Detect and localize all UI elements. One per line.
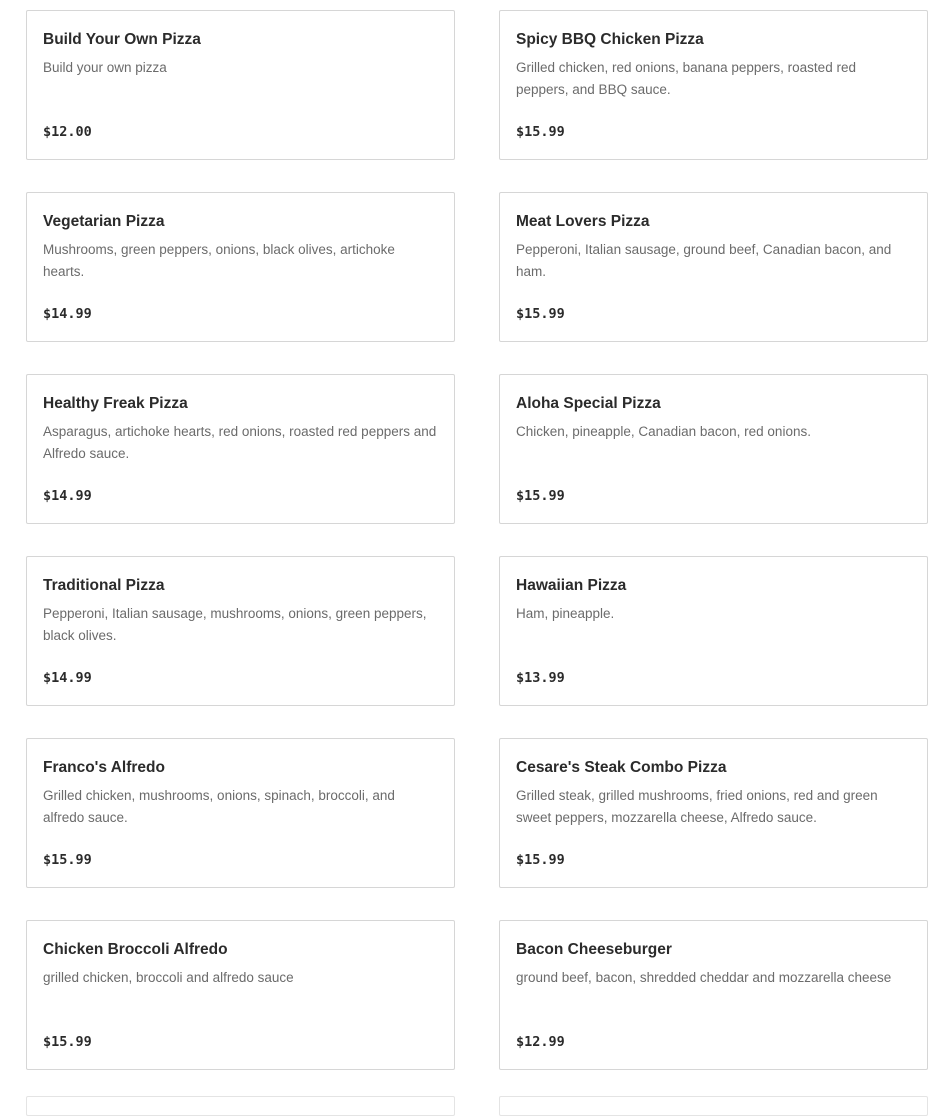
- menu-item-card[interactable]: [26, 738, 455, 888]
- menu-item-card[interactable]: [26, 920, 455, 1070]
- menu-item-price: $15.99: [516, 852, 565, 868]
- menu-item-price: $14.99: [43, 488, 92, 504]
- menu-item-price: $12.99: [516, 1034, 565, 1050]
- menu-item-description: Asparagus, artichoke hearts, red onions, roasted red peppers and Alfredo sauce.: [43, 424, 437, 461]
- menu-item-card[interactable]: [499, 738, 928, 888]
- menu-item-price: $15.99: [43, 852, 92, 868]
- menu-item-card[interactable]: [499, 192, 928, 342]
- menu-item-description: Grilled steak, grilled mushrooms, fried onions, red and green sweet peppers, mozzarella cheese, Alfredo sauce.: [516, 788, 878, 825]
- menu-item-card[interactable]: [26, 556, 455, 706]
- menu-item-name: Hawaiian Pizza: [516, 577, 627, 594]
- menu-item-description: Pepperoni, Italian sausage, ground beef, Canadian bacon, and ham.: [516, 242, 892, 279]
- menu-item-description: Grilled chicken, red onions, banana peppers, roasted red peppers, and BBQ sauce.: [516, 60, 856, 97]
- menu-item-grid: [26, 10, 928, 1070]
- menu-item-card[interactable]: [499, 374, 928, 524]
- menu-item-description: Build your own pizza: [43, 60, 167, 75]
- menu-item-card[interactable]: [26, 374, 455, 524]
- menu-item-description: Chicken, pineapple, Canadian bacon, red onions.: [516, 424, 811, 439]
- menu-item-price: $13.99: [516, 670, 565, 686]
- menu-item-description: Ham, pineapple.: [516, 606, 615, 621]
- menu-item-name: Bacon Cheeseburger: [516, 941, 672, 958]
- menu-item-card[interactable]: [499, 10, 928, 160]
- menu-item-name: Build Your Own Pizza: [43, 31, 201, 48]
- menu-item-description: Mushrooms, green peppers, onions, black olives, artichoke hearts.: [43, 242, 395, 279]
- menu-item-name: Franco's Alfredo: [43, 759, 165, 776]
- menu-item-card[interactable]: [26, 192, 455, 342]
- menu-item-price: $15.99: [43, 1034, 92, 1050]
- menu-item-name: Meat Lovers Pizza: [516, 213, 650, 230]
- menu-item-name: Cesare's Steak Combo Pizza: [516, 759, 727, 776]
- menu-item-name: Healthy Freak Pizza: [43, 395, 188, 412]
- menu-item-price: $15.99: [516, 488, 565, 504]
- menu-item-description: ground beef, bacon, shredded cheddar and mozzarella cheese: [516, 970, 892, 985]
- menu-item-card-partial[interactable]: [499, 1096, 928, 1116]
- menu-item-card[interactable]: [26, 10, 455, 160]
- menu-item-price: $14.99: [43, 306, 92, 322]
- menu-item-card-partial[interactable]: [26, 1096, 455, 1116]
- menu-item-name: Chicken Broccoli Alfredo: [43, 941, 228, 958]
- menu-item-name: Traditional Pizza: [43, 577, 165, 594]
- menu-item-name: Vegetarian Pizza: [43, 213, 165, 230]
- menu-item-card[interactable]: [499, 556, 928, 706]
- menu-item-name: Spicy BBQ Chicken Pizza: [516, 31, 704, 48]
- menu-item-description: grilled chicken, broccoli and alfredo sauce: [43, 970, 294, 985]
- menu-item-description: Grilled chicken, mushrooms, onions, spinach, broccoli, and alfredo sauce.: [43, 788, 395, 825]
- menu-item-name: Aloha Special Pizza: [516, 395, 661, 412]
- menu-item-card[interactable]: [499, 920, 928, 1070]
- menu-item-price: $12.00: [43, 124, 92, 140]
- menu-item-description: Pepperoni, Italian sausage, mushrooms, onions, green peppers, black olives.: [43, 606, 427, 643]
- menu-item-price: $15.99: [516, 124, 565, 140]
- menu-item-price: $15.99: [516, 306, 565, 322]
- menu-item-price: $14.99: [43, 670, 92, 686]
